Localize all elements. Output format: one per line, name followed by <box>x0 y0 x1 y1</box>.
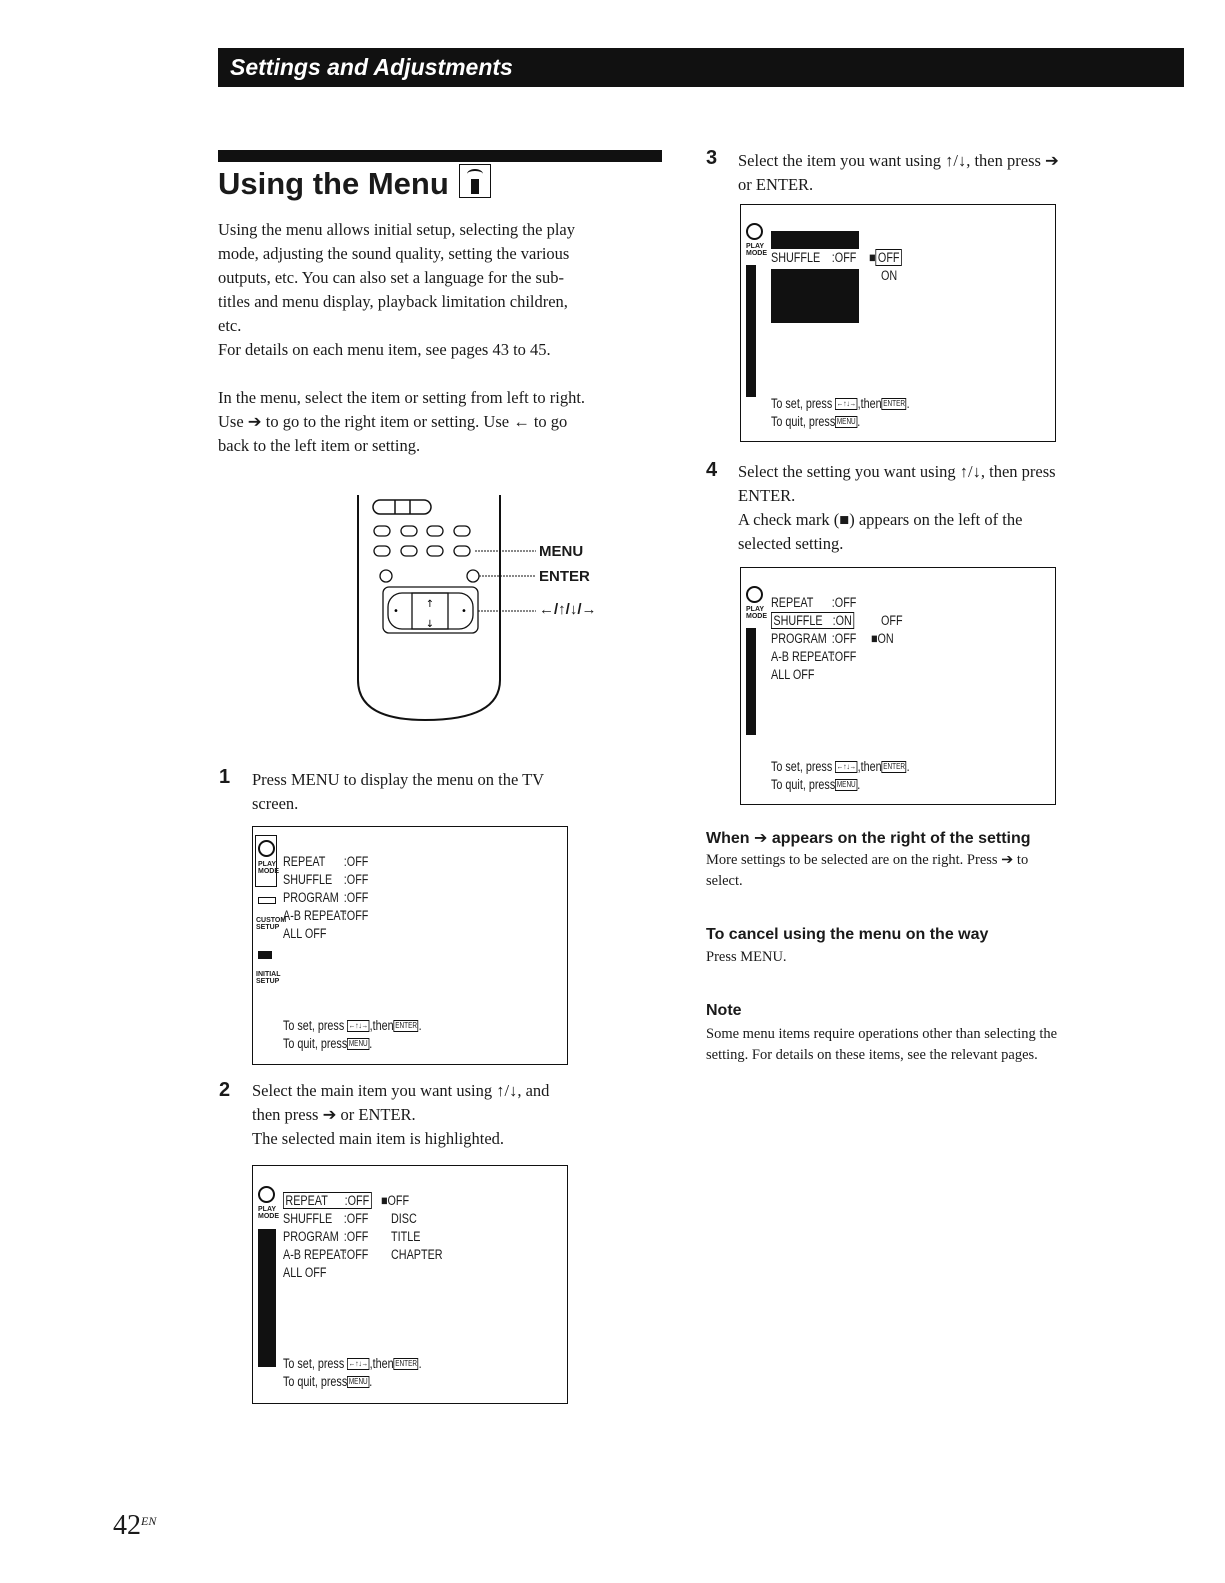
item-label: REPEAT <box>283 854 326 869</box>
step-2-text <box>252 1079 652 1151</box>
page-title-text: Using the Menu <box>218 166 449 201</box>
option-text: DISC <box>391 1211 417 1226</box>
sidebar-highlight <box>746 265 756 397</box>
svg-text:•: • <box>461 606 467 617</box>
section-title: Settings and Adjustments <box>230 54 513 80</box>
menu-item-all-off[interactable] <box>283 1265 337 1281</box>
step-1-text <box>252 768 652 816</box>
hint-quit: To quit, press MENU . <box>771 414 861 429</box>
item-label: ALL OFF <box>771 667 815 682</box>
menu-screen-2 <box>252 1165 568 1404</box>
hint-then-text: ,then <box>369 1018 394 1033</box>
step-line: Press MENU to display the menu on the TV <box>252 770 545 789</box>
menu-item-shuffle[interactable] <box>283 1211 390 1227</box>
item-label: SHUFFLE <box>773 613 823 628</box>
item-label: ALL OFF <box>283 926 327 941</box>
arrow-keys-icon: ←↑↓→ <box>348 1021 369 1031</box>
menu-key-icon: MENU <box>348 1377 368 1387</box>
item-value: :OFF <box>343 1211 369 1226</box>
menu-item-repeat[interactable] <box>283 854 390 870</box>
navigation-line: Use ➔ to go to the right item or setting. Use ← to go <box>218 412 568 431</box>
hint-set-text: To set, press <box>771 759 833 774</box>
note-body <box>706 1024 1176 1066</box>
item-label: PROGRAM <box>283 1229 339 1244</box>
disc-icon <box>258 840 275 857</box>
option-text: ON <box>881 268 898 283</box>
option-text: OFF <box>881 613 903 628</box>
hint-quit-text: To quit, press <box>283 1036 348 1051</box>
item-value: :OFF <box>343 890 369 905</box>
arrow-keys-icon: ←↑↓→ <box>348 1359 369 1369</box>
body-line: setting. For details on these items, see the relevant pages. <box>706 1047 1038 1063</box>
play-mode-icon-label: PLAY MODE <box>746 243 767 257</box>
hint-then-text: ,then <box>857 396 882 411</box>
option-chapter[interactable] <box>391 1247 456 1263</box>
enter-key-icon: ENTER <box>395 1021 417 1031</box>
svg-text:•: • <box>393 606 399 617</box>
option-text: ■ON <box>871 631 894 646</box>
item-value: :OFF <box>831 649 857 664</box>
item-value: :OFF <box>343 854 369 869</box>
hidden-items-block <box>771 269 859 323</box>
step-number: 2 <box>219 1079 231 1101</box>
menu-key-icon: MENU <box>836 780 856 790</box>
page-number <box>113 1510 156 1542</box>
item-value: :OFF <box>343 872 369 887</box>
enter-key-icon: ENTER <box>395 1359 417 1369</box>
play-mode-icon-label: PLAY MODE <box>746 606 767 620</box>
navigation-line: In the menu, select the item or setting from left to right. <box>218 388 586 407</box>
step-number: 1 <box>219 766 231 788</box>
enter-key-icon: ENTER <box>883 399 905 409</box>
when-arrow-body <box>706 850 1166 892</box>
menu-item-ab-repeat[interactable] <box>771 649 878 665</box>
sidebar-highlight <box>258 1229 276 1367</box>
item-label: A-B REPEAT <box>283 908 347 923</box>
option-disc[interactable] <box>391 1211 423 1227</box>
custom-setup-icon <box>258 897 276 904</box>
hint-set: To set, press ←↑↓→ ,then ENTER . <box>283 1356 422 1371</box>
item-value: :OFF <box>343 1247 369 1262</box>
page-number-suffix: EN <box>141 1514 157 1528</box>
disc-icon <box>746 586 763 603</box>
item-label: REPEAT <box>285 1193 328 1208</box>
hint-quit-text: To quit, press <box>771 777 836 792</box>
item-label: PROGRAM <box>771 631 827 646</box>
hidden-item-bar <box>771 231 859 249</box>
hint-quit: To quit, press MENU . <box>771 777 861 792</box>
menu-item-ab-repeat[interactable] <box>283 1247 390 1263</box>
option-off[interactable] <box>381 1193 416 1209</box>
body-line: select. <box>706 873 743 889</box>
title-rule <box>218 150 662 162</box>
menu-item-shuffle[interactable] <box>283 872 390 888</box>
item-label: SHUFFLE <box>771 250 821 265</box>
menu-screen-3 <box>740 204 1056 442</box>
intro-line: Using the menu allows initial setup, selecting the play <box>218 220 575 239</box>
intro-paragraph <box>218 218 658 362</box>
item-value: :OFF <box>344 1193 370 1208</box>
hint-then-text: ,then <box>369 1356 394 1371</box>
custom-setup-icon-label: CUSTOM SETUP <box>256 917 287 931</box>
item-value: :OFF <box>831 250 857 265</box>
item-value: :ON <box>832 613 852 628</box>
hint-set-text: To set, press <box>283 1018 345 1033</box>
arrow-keys-icon: ←↑↓→ <box>836 762 857 772</box>
step-line: then press ➔ or ENTER. <box>252 1105 416 1124</box>
menu-item-shuffle-selected[interactable] <box>771 613 875 629</box>
enter-key-icon: ENTER <box>883 762 905 772</box>
svg-text:↓: ↓ <box>425 619 435 630</box>
menu-item-repeat[interactable] <box>771 595 878 611</box>
option-on[interactable] <box>881 268 901 284</box>
menu-screen-1 <box>252 826 568 1065</box>
option-off-selected[interactable]: ■ OFF <box>869 250 910 266</box>
intro-line: For details on each menu item, see pages 43 to 45. <box>218 340 551 359</box>
navigation-line: back to the left item or setting. <box>218 436 421 455</box>
body-line: Some menu items require operations other than selecting the <box>706 1026 1058 1042</box>
item-value: :OFF <box>343 1229 369 1244</box>
initial-setup-icon <box>258 951 272 959</box>
intro-line: outputs, etc. You can also set a language for the sub- <box>218 268 564 287</box>
hint-set-text: To set, press <box>771 396 833 411</box>
hint-quit-text: To quit, press <box>771 414 836 429</box>
cancel-body: Press MENU. <box>706 949 787 965</box>
option-text: CHAPTER <box>391 1247 443 1262</box>
menu-item-shuffle-selected[interactable] <box>771 250 878 266</box>
intro-line: mode, adjusting the sound quality, setting the various <box>218 244 570 263</box>
menu-item-all-off[interactable] <box>283 926 337 942</box>
disc-icon <box>746 223 763 240</box>
menu-button-label: MENU <box>539 543 584 560</box>
menu-item-program[interactable] <box>771 631 878 647</box>
step-line: The selected main item is highlighted. <box>252 1129 505 1148</box>
hint-set: To set, press ←↑↓→ ,then ENTER . <box>283 1018 422 1033</box>
item-label: SHUFFLE <box>283 1211 333 1226</box>
menu-item-ab-repeat[interactable] <box>283 908 390 924</box>
page-number-value: 42 <box>113 1510 141 1541</box>
hint-set: To set, press ←↑↓→ ,then ENTER . <box>771 759 910 774</box>
menu-item-repeat-selected[interactable] <box>283 1193 394 1209</box>
when-arrow-heading: When ➔ appears on the right of the setting <box>706 830 1031 847</box>
intro-line: etc. <box>218 316 242 335</box>
menu-key-icon: MENU <box>348 1039 368 1049</box>
menu-item-all-off[interactable] <box>771 667 825 683</box>
menu-key-icon: MENU <box>836 417 856 427</box>
svg-text:↑: ↑ <box>425 599 435 610</box>
navigation-paragraph <box>218 386 668 458</box>
item-label: REPEAT <box>771 595 814 610</box>
item-label: A-B REPEAT <box>283 1247 347 1262</box>
item-label: PROGRAM <box>283 890 339 905</box>
step-number: 4 <box>706 459 718 481</box>
step-line: selected setting. <box>738 534 844 553</box>
hint-set-text: To set, press <box>283 1356 345 1371</box>
play-mode-icon-label: PLAY MODE <box>258 1206 279 1220</box>
step-line: Select the main item you want using ↑/↓, and <box>252 1081 550 1100</box>
cancel-heading: To cancel using the menu on the way <box>706 926 989 943</box>
item-value: :OFF <box>831 631 857 646</box>
item-label: A-B REPEAT <box>771 649 835 664</box>
disc-icon <box>258 1186 275 1203</box>
step-line: Select the item you want using ↑/↓, then press ➔ <box>738 151 1059 170</box>
sidebar-highlight <box>746 628 756 735</box>
option-text: OFF <box>876 249 902 266</box>
step-line: ENTER. <box>738 486 796 505</box>
step-4-text <box>738 460 1158 556</box>
hint-quit: To quit, press MENU . <box>283 1374 373 1389</box>
remote-illustration <box>350 490 650 730</box>
item-value: :OFF <box>831 595 857 610</box>
step-line: Select the setting you want using ↑/↓, then press <box>738 462 1056 481</box>
hint-set: To set, press ←↑↓→ ,then ENTER . <box>771 396 910 411</box>
note-heading: Note <box>706 1002 742 1019</box>
intro-line: titles and menu display, playback limitation children, <box>218 292 568 311</box>
body-line: More settings to be selected are on the right. Press ➔ to <box>706 852 1029 868</box>
remote-menu-icon <box>459 164 491 198</box>
option-off[interactable] <box>881 613 908 629</box>
option-on-selected[interactable] <box>871 631 899 647</box>
arrow-keys-icon: ←↑↓→ <box>836 399 857 409</box>
menu-screen-4 <box>740 567 1056 805</box>
option-text: ■OFF <box>381 1193 410 1208</box>
option-text: TITLE <box>391 1229 421 1244</box>
step-3-text <box>738 149 1158 197</box>
step-line: A check mark (■) appears on the left of the <box>738 510 1023 529</box>
step-line: screen. <box>252 794 299 813</box>
hint-quit: To quit, press MENU . <box>283 1036 373 1051</box>
item-label: ALL OFF <box>283 1265 327 1280</box>
item-value: :OFF <box>343 908 369 923</box>
play-mode-icon-label: PLAY MODE <box>258 861 279 875</box>
hint-then-text: ,then <box>857 759 882 774</box>
arrow-buttons-label: ←/↑/↓/→ <box>539 601 597 618</box>
page-title <box>218 164 491 202</box>
item-label: SHUFFLE <box>283 872 333 887</box>
menu-item-program[interactable] <box>283 1229 390 1245</box>
initial-setup-icon-label: INITIAL SETUP <box>256 971 281 985</box>
step-number: 3 <box>706 147 718 169</box>
option-title[interactable] <box>391 1229 428 1245</box>
section-header <box>218 48 1184 87</box>
step-line: or ENTER. <box>738 175 814 194</box>
enter-button-label: ENTER <box>539 568 590 585</box>
hint-quit-text: To quit, press <box>283 1374 348 1389</box>
menu-item-program[interactable] <box>283 890 390 906</box>
